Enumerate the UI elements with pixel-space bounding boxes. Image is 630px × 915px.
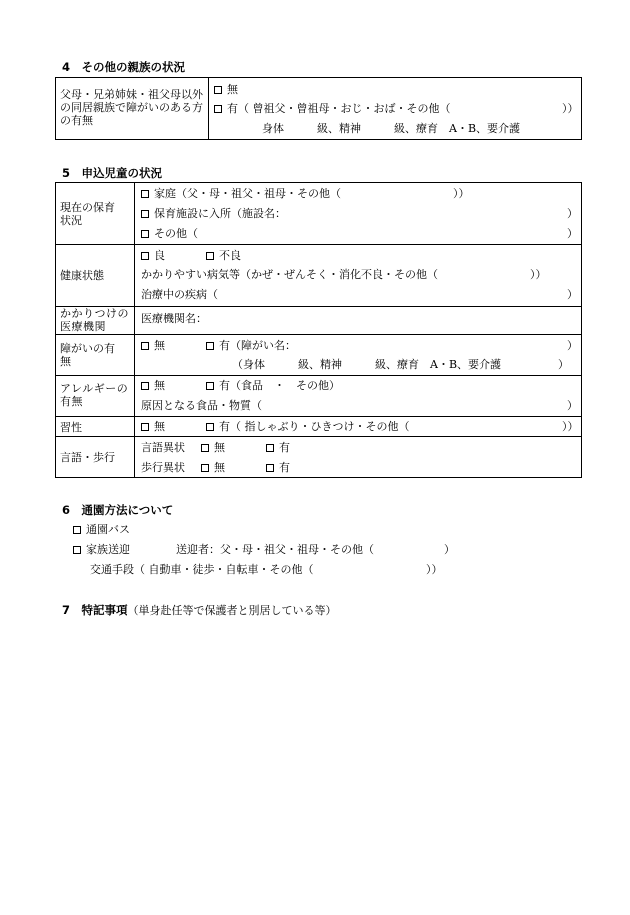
section-7-heading (62, 605, 337, 617)
speech-row-label: 言語異状 (141, 441, 185, 454)
checkbox[interactable] (206, 342, 214, 350)
speech-walk-label: 言語・歩行 (60, 451, 115, 464)
checkbox[interactable] (141, 230, 149, 238)
divider (134, 182, 135, 478)
close-paren: ）） (530, 268, 547, 281)
checkbox[interactable] (73, 546, 81, 554)
close-paren: ） (567, 288, 578, 301)
walk-none-option[interactable]: 無 (201, 462, 225, 473)
checkbox[interactable] (206, 252, 214, 260)
commute-bus-option[interactable]: 通園バス (73, 524, 130, 535)
checkbox[interactable] (206, 382, 214, 390)
health-prone-illness: かかりやすい病気等（かぜ・ぜんそく・消化不良・その他（ (141, 268, 438, 281)
care-other-option[interactable]: その他（ (141, 228, 198, 239)
row-divider (55, 416, 582, 417)
relatives-grade-line: 身体 級、精神 級、療育 A・B、要介護 (262, 122, 521, 135)
row-divider (55, 334, 582, 335)
relatives-yes-option[interactable]: 有（ 曾祖父・曾祖母・おじ・おば・その他（ (214, 103, 451, 114)
section-5-title: 5 申込児童の状況 (62, 166, 163, 180)
close-paren: ） (567, 227, 578, 240)
relatives-none-option[interactable]: 無 (214, 84, 238, 95)
close-paren: ） (567, 399, 578, 412)
checkbox[interactable] (141, 190, 149, 198)
section-6-title: 6 通園方法について (62, 503, 174, 517)
close-paren: ）） (426, 563, 443, 576)
checkbox[interactable] (266, 464, 274, 472)
speech-yes-option[interactable]: 有 (266, 442, 290, 453)
checkbox[interactable] (214, 86, 222, 94)
clinic-label: かかりつけの医療機関 (60, 307, 129, 333)
checkbox[interactable] (141, 423, 149, 431)
health-treating: 治療中の疾病（ (141, 288, 218, 301)
health-good-option[interactable]: 良 (141, 250, 165, 261)
checkbox[interactable] (214, 105, 222, 113)
close-paren: ）） (562, 420, 579, 433)
checkbox[interactable] (141, 210, 149, 218)
allergy-cause: 原因となる食品・物質（ (141, 399, 262, 412)
disability-yes-option[interactable]: 有（障がい名： (206, 340, 296, 351)
allergy-yes-option[interactable]: 有（食品 ・ その他） (206, 380, 340, 391)
checkbox[interactable] (141, 252, 149, 260)
row-divider (55, 375, 582, 376)
checkbox[interactable] (206, 423, 214, 431)
care-facility-option[interactable]: 保育施設に入所（施設名： (141, 208, 286, 219)
close-paren: ）） (562, 102, 579, 115)
close-paren: ） (567, 207, 578, 220)
commute-transport: 交通手段（ 自動車・徒歩・自転車・その他（ (90, 563, 314, 576)
row-divider (55, 436, 582, 437)
allergy-none-option[interactable]: 無 (141, 380, 165, 391)
disability-label: 障がいの有無 (60, 342, 115, 368)
habit-label: 習性 (60, 421, 82, 434)
commute-sender: 送迎者：父・母・祖父・祖母・その他（ (176, 543, 374, 556)
disability-grades: （身体 級、精神 級、療育 A・B、要介護 (232, 358, 502, 371)
walk-yes-option[interactable]: 有 (266, 462, 290, 473)
divider (208, 77, 209, 140)
close-paren: ）） (453, 187, 470, 200)
clinic-name-field[interactable]: 医療機関名： (141, 312, 207, 325)
section-4-title: 4 その他の親族の状況 (62, 60, 186, 74)
close-paren: ） (444, 543, 455, 556)
other-relatives-label: 父母・兄弟姉妹・祖父母以外の同居親族で障がいのある方の有無 (60, 88, 203, 127)
walk-row-label: 歩行異状 (141, 461, 185, 474)
checkbox[interactable] (141, 382, 149, 390)
disability-none-option[interactable]: 無 (141, 340, 165, 351)
row-divider (55, 244, 582, 245)
habit-none-option[interactable]: 無 (141, 421, 165, 432)
section-7-title: 7 特記事項 (62, 603, 128, 617)
speech-none-option[interactable]: 無 (201, 442, 225, 453)
commute-family-option[interactable]: 家族送迎 (73, 544, 130, 555)
health-poor-option[interactable]: 不良 (206, 250, 241, 261)
checkbox[interactable] (266, 444, 274, 452)
checkbox[interactable] (201, 464, 209, 472)
section-7-note: （単身赴任等で保護者と別居している等） (127, 604, 337, 617)
care-home-option[interactable]: 家庭（父・母・祖父・祖母・その他（ (141, 188, 341, 199)
health-label: 健康状態 (60, 269, 104, 282)
checkbox[interactable] (73, 526, 81, 534)
close-paren: ） (558, 358, 569, 371)
row-divider (55, 306, 582, 307)
checkbox[interactable] (141, 342, 149, 350)
allergy-label: アレルギーの有無 (60, 382, 129, 408)
care-status-label: 現在の保育状況 (60, 201, 115, 227)
checkbox[interactable] (201, 444, 209, 452)
close-paren: ） (567, 339, 578, 352)
habit-yes-option[interactable]: 有（ 指しゃぶり・ひきつけ・その他（ (206, 421, 410, 432)
